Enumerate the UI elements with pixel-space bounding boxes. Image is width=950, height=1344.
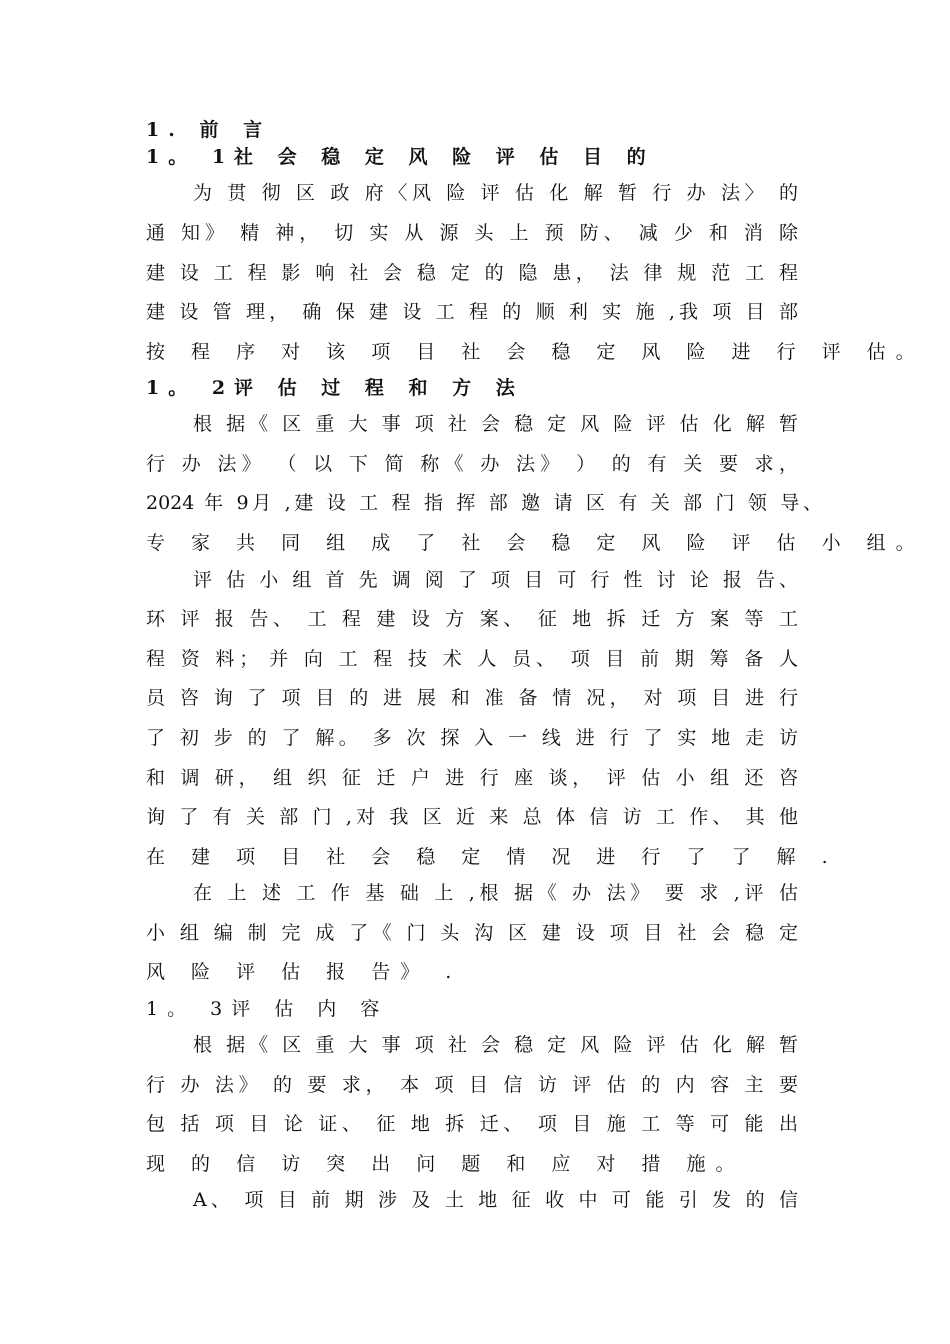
paragraph-line: 行 办 法》 的 要 求， 本 项 目 信 访 评 估 的 内 容 主 要 [146,1074,798,1096]
paragraph-line: 2024 年 9月 ,建 设 工 程 指 挥 部 邀 请 区 有 关 部 门 领 导、 [146,492,822,514]
subsection-heading-1-2: 1。 2评 估 过 程 和 方 法 [146,377,524,399]
paragraph-line: 为 贯 彻 区 政 府〈风 险 评 估 化 解 暂 行 办 法〉 的 [193,182,798,204]
paragraph-line: 小 组 编 制 完 成 了《 门 头 沟 区 建 设 项 目 社 会 稳 定 [146,922,798,944]
paragraph-line: 根 据《 区 重 大 事 项 社 会 稳 定 风 险 评 估 化 解 暂 [193,413,798,435]
paragraph-line: 程 资 料； 并 向 工 程 技 术 人 员、 项 目 前 期 筹 备 人 [146,648,798,670]
paragraph-line: 在 建 项 目 社 会 稳 定 情 况 进 行 了 了 解 . [146,846,838,868]
paragraph-line: 建 设 工 程 影 响 社 会 稳 定 的 隐 患， 法 律 规 范 工 程 [146,262,798,284]
paragraph-line: 根 据《 区 重 大 事 项 社 会 稳 定 风 险 评 估 化 解 暂 [193,1034,798,1056]
paragraph-line: 询 了 有 关 部 门 ,对 我 区 近 来 总 体 信 访 工 作、 其 他 [146,806,798,828]
paragraph-line: 专 家 共 同 组 成 了 社 会 稳 定 风 险 评 估 小 组。 [146,532,925,554]
paragraph-line: 和 调 研， 组 织 征 迁 户 进 行 座 谈， 评 估 小 组 还 咨 [146,767,798,789]
subsection-heading-1-3: 1。 3评 估 内 容 [146,998,389,1020]
paragraph-line: 按 程 序 对 该 项 目 社 会 稳 定 风 险 进 行 评 估。 [146,341,925,363]
paragraph-line: 环 评 报 告、 工 程 建 设 方 案、 征 地 拆 迁 方 案 等 工 [146,608,798,630]
paragraph-line: 行 办 法》 （ 以 下 简 称《 办 法》 ） 的 有 关 要 求， [146,453,798,475]
paragraph-line: 包 括 项 目 论 证、 征 地 拆 迁、 项 目 施 工 等 可 能 出 [146,1113,798,1135]
paragraph-line: 评 估 小 组 首 先 调 阅 了 项 目 可 行 性 讨 论 报 告、 [193,569,798,591]
paragraph-line: 员 咨 询 了 项 目 的 进 展 和 准 备 情 况， 对 项 目 进 行 [146,687,798,709]
subsection-heading-1-1: 1。 1社 会 稳 定 风 险 评 估 目 的 [146,146,655,168]
paragraph-line: 了 初 步 的 了 解。 多 次 探 入 一 线 进 行 了 实 地 走 访 [146,727,798,749]
paragraph-line: 通 知》 精 神， 切 实 从 源 头 上 预 防、 减 少 和 消 除 [146,222,798,244]
paragraph-line: 建 设 管 理， 确 保 建 设 工 程 的 顺 利 实 施 ,我 项 目 部 [146,301,798,323]
paragraph-line: 风 险 评 估 报 告》 . [146,961,462,983]
paragraph-line: 现 的 信 访 突 出 问 题 和 应 对 措 施。 [146,1153,745,1175]
paragraph-line: A、 项 目 前 期 涉 及 土 地 征 收 中 可 能 引 发 的 信 [193,1189,798,1211]
section-heading-preface: 1. 前 言 [146,119,272,141]
paragraph-line: 在 上 述 工 作 基 础 上 ,根 据《 办 法》 要 求 ,评 估 [193,882,798,904]
